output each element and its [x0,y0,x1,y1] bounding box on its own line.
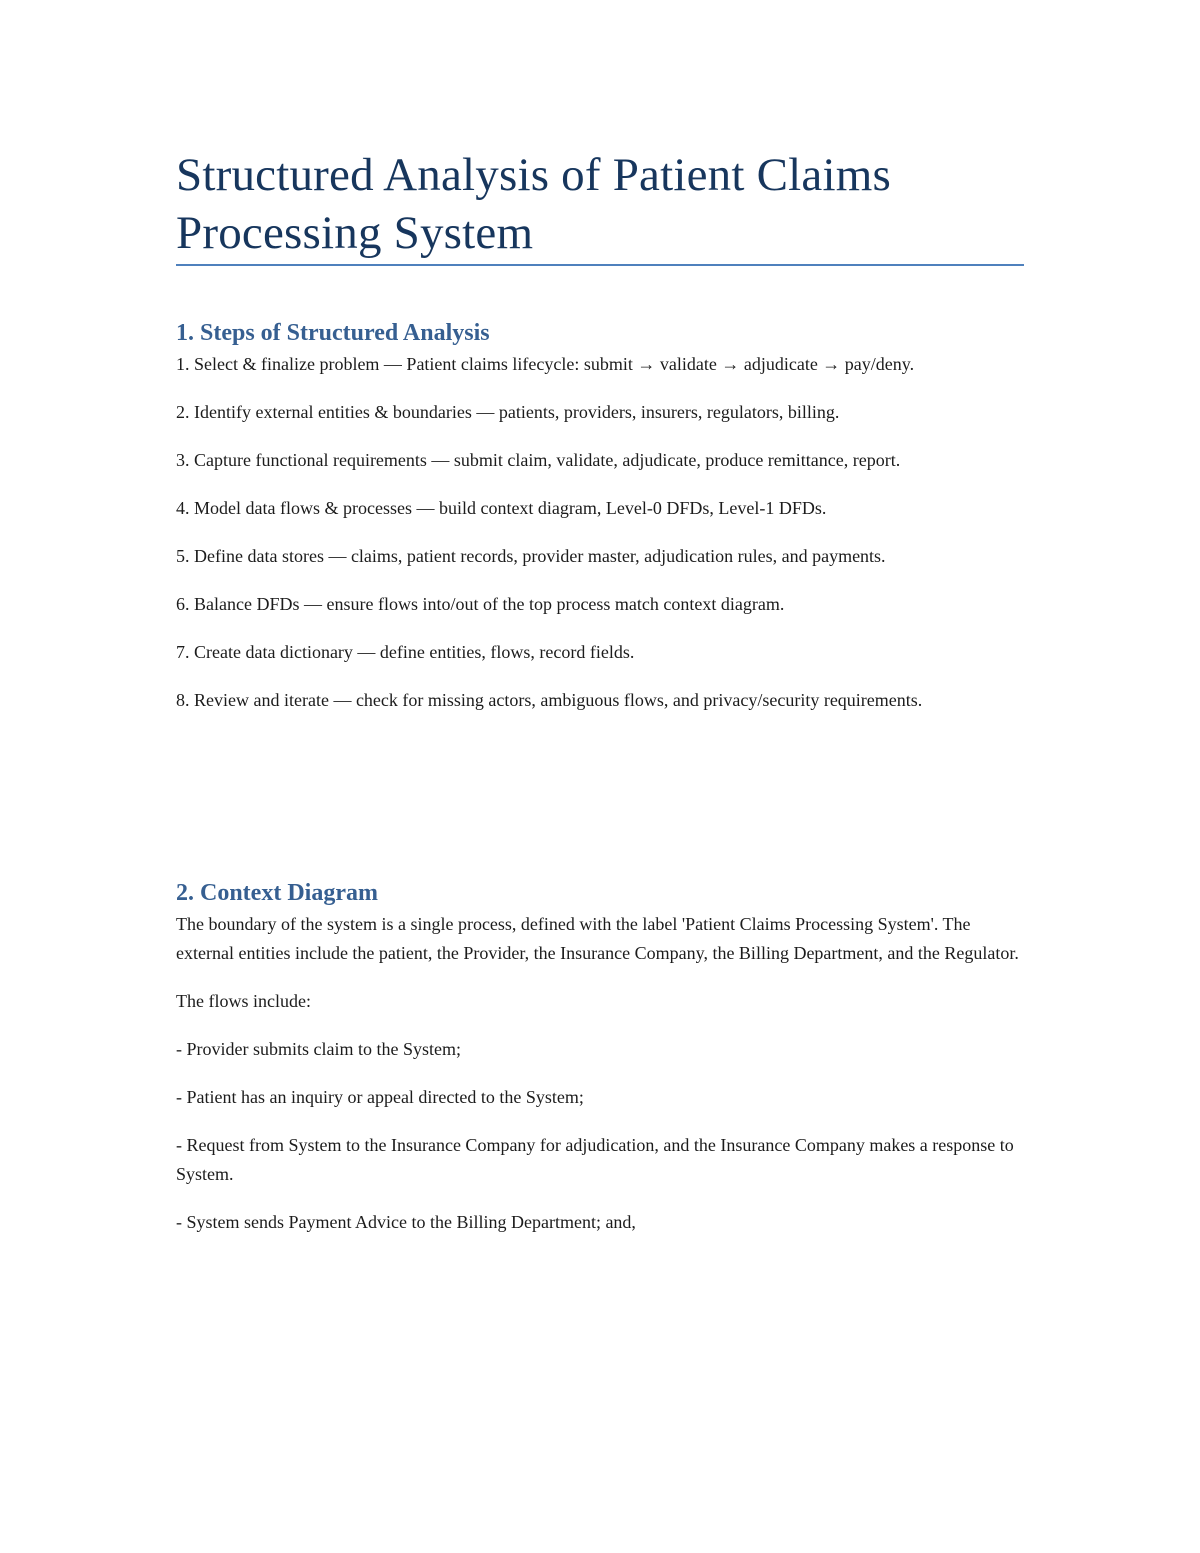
document-title: Structured Analysis of Patient Claims Processing System [176,149,891,259]
paragraph: 4. Model data flows & processes — build context diagram, Level-0 DFDs, Level-1 DFDs. [176,498,827,518]
paragraph: 3. Capture functional requirements — submit claim, validate, adjudicate, produce remittance, report. [176,450,901,470]
paragraph: 5. Define data stores — claims, patient records, provider master, adjudication rules, and payments. [176,546,886,566]
paragraph: The flows include: [176,991,311,1011]
section-heading: 2. Context Diagram [176,880,378,906]
list-item: - Request from System to the Insurance Company for adjudication, and the Insurance Company makes a response to System. [176,1135,1014,1184]
paragraph: 7. Create data dictionary — define entities, flows, record fields. [176,642,635,662]
list-item: - System sends Payment Advice to the Billing Department; and, [176,1212,636,1232]
section-steps-of-structured-analysis [176,317,1024,734]
section-heading: 1. Steps of Structured Analysis [176,320,490,346]
paragraph: The boundary of the system is a single process, defined with the label 'Patient Claims Processing System'. The external entities include the patient, the Provider, the Insurance Company, the Billing Department, and the Regulator. [176,914,1019,963]
paragraph: 8. Review and iterate — check for missing actors, ambiguous flows, and privacy/security requirements. [176,690,923,710]
title-underline-divider [176,264,1024,266]
paragraph: 1. Select & finalize problem — Patient claims lifecycle: submit → validate → adjudicate → pay/deny. [176,354,915,374]
paragraph: 2. Identify external entities & boundaries — patients, providers, insurers, regulators, billing. [176,402,840,422]
list-item: - Patient has an inquiry or appeal directed to the System; [176,1087,584,1107]
paragraph: 6. Balance DFDs — ensure flows into/out of the top process match context diagram. [176,594,785,614]
list-item: - Provider submits claim to the System; [176,1039,461,1059]
section-context-diagram [176,877,1024,1256]
